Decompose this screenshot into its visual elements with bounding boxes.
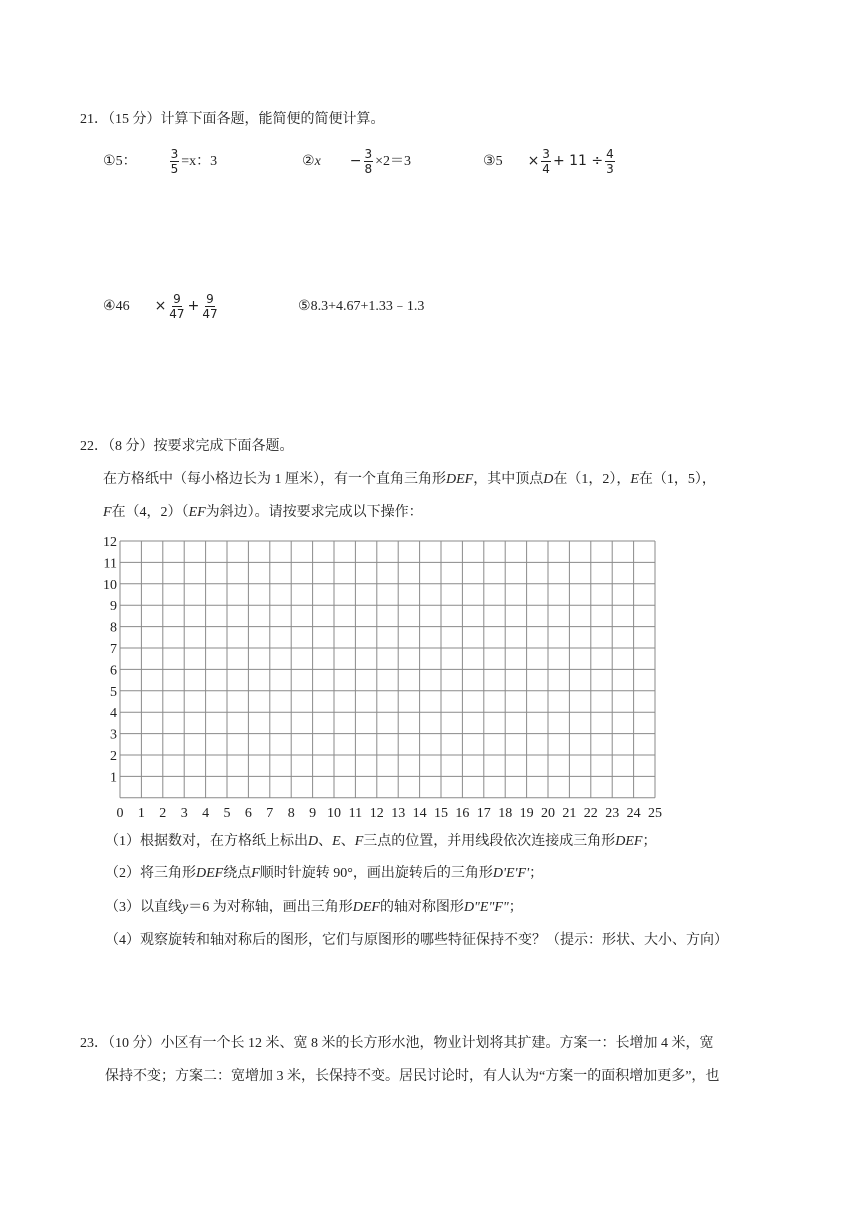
- y-tick-label: 10: [103, 577, 117, 593]
- q22-step-text: DEF: [196, 866, 224, 881]
- q21-p4-frac2-num: 9: [206, 292, 214, 307]
- y-tick-label: 12: [103, 535, 117, 550]
- q22-step-text: 的轴对称图形: [379, 900, 464, 915]
- q22-text: 在方格纸中（每小格边长为 1 厘米），有一个直角三角形: [103, 472, 446, 487]
- q21-p4-fraction: [168, 292, 185, 321]
- q21-marker-5: ⑤: [298, 298, 311, 314]
- x-tick-label: 22: [583, 805, 598, 821]
- q22-step-text: （1）根据数对，在方格纸上标出: [105, 834, 308, 849]
- q23-line-2: [105, 1067, 719, 1087]
- q21-prompt: 计算下面各题，能简便的简便计算。: [160, 112, 385, 127]
- q21-p2-var: x: [314, 154, 321, 169]
- x-tick-label: 4: [202, 805, 210, 821]
- q21-p3-left: 5: [495, 154, 503, 169]
- q22-step-3: [105, 898, 523, 918]
- y-tick-label: 9: [110, 599, 117, 615]
- x-tick-label: 10: [327, 805, 341, 821]
- q21-p3-fraction-2: [605, 147, 615, 176]
- q21-p3-frac-den: 4: [542, 162, 550, 177]
- y-tick-label: 2: [110, 749, 117, 764]
- q22-step-text: D'E'F': [492, 866, 530, 881]
- q22-step-text: 、: [340, 834, 355, 849]
- q21-p1-frac-num: 3: [170, 147, 179, 162]
- q21-p3-frac2-den: 3: [606, 162, 614, 177]
- q21-number: 21．: [80, 112, 108, 127]
- q22-step-text: ；: [508, 900, 523, 915]
- q22-step-text: （2）将三角形: [105, 866, 196, 881]
- q21-p1-left: 5：: [115, 154, 137, 169]
- q22-heading: [80, 437, 294, 457]
- q22-step-text: ；: [529, 866, 544, 881]
- q21-p3-fraction: [541, 147, 551, 176]
- q22-text: DEF: [446, 472, 474, 487]
- q21-p3-mid: + 11 ÷: [552, 153, 604, 169]
- q21-problem-2: [302, 146, 411, 177]
- x-tick-label: 16: [455, 805, 470, 821]
- q22-step-text: F: [251, 866, 260, 881]
- q22-text: D: [543, 472, 554, 487]
- q22-text: ，其中顶点: [473, 472, 544, 487]
- q22-text: 在（1，2），: [553, 472, 631, 487]
- q21-p2-frac-num: 3: [364, 147, 373, 162]
- q22-step-text: 、: [318, 834, 333, 849]
- q21-problem-3: [483, 146, 617, 177]
- x-tick-label: 12: [369, 805, 384, 821]
- x-tick-label: 19: [519, 805, 534, 821]
- y-tick-label: 1: [110, 770, 117, 786]
- q22-step-text: D: [308, 834, 319, 849]
- q22-description-line-2: [103, 503, 423, 523]
- q22-score: （8 分）: [108, 439, 154, 454]
- q22-step-1: [105, 832, 656, 852]
- q22-step-text: ＝6 为对称轴，画出三角形: [188, 900, 353, 915]
- y-tick-label: 3: [110, 727, 117, 743]
- q22-step-2: [105, 864, 543, 884]
- q22-step-text: （3）以直线: [105, 900, 182, 915]
- q22-step-text: （4）观察旋转和轴对称后的图形，它们与原图形的哪些特征保持不变？（提示：形状、大小、方向）: [105, 933, 728, 948]
- q21-p1-right: =x：3: [181, 154, 218, 169]
- q22-text: EF: [188, 505, 206, 520]
- q22-prompt: 按要求完成下面各题。: [153, 439, 294, 454]
- q21-p4-plus: +: [187, 298, 200, 314]
- y-tick-label: 7: [110, 642, 117, 657]
- q21-p1-frac-den: 5: [170, 162, 179, 177]
- x-tick-label: 25: [648, 805, 662, 821]
- q22-step-4: [105, 931, 728, 951]
- q22-text: E: [630, 472, 639, 487]
- q21-p3-times: ×: [527, 153, 540, 169]
- q22-step-text: 绕点: [223, 866, 252, 881]
- q21-marker-2: ②: [302, 153, 315, 169]
- q21-p5-expr: 8.3+4.67+1.33﹣1.3: [310, 299, 425, 314]
- q22-text: 在（4，2）（: [111, 505, 189, 520]
- x-tick-label: 23: [605, 805, 620, 821]
- q21-marker-1: ①: [103, 153, 116, 169]
- q22-step-text: F: [354, 834, 364, 849]
- q23-number: 23．: [80, 1036, 108, 1051]
- x-tick-label: 13: [391, 805, 406, 821]
- x-tick-label: 9: [309, 805, 317, 821]
- q22-step-text: DEF: [615, 834, 643, 849]
- x-tick-label: 6: [244, 805, 252, 821]
- coordinate-grid: [98, 533, 668, 825]
- x-tick-label: 20: [541, 805, 555, 821]
- q22-text: 为斜边）。请按要求完成以下操作：: [205, 505, 423, 520]
- q23-text: 保持不变；方案二：宽增加 3 米，长保持不变。居民讨论时，有人认为“方案一的面积增加更多”，也: [105, 1069, 720, 1084]
- x-tick-label: 17: [476, 805, 491, 821]
- y-tick-label: 8: [110, 620, 117, 636]
- x-tick-label: 14: [412, 805, 427, 821]
- q21-p2-fraction: [364, 147, 374, 176]
- q21-p2-minus: −: [349, 153, 362, 169]
- q22-step-text: y: [182, 900, 189, 915]
- x-tick-label: 2: [159, 805, 167, 821]
- x-tick-label: 0: [116, 805, 124, 821]
- x-tick-label: 5: [223, 805, 231, 821]
- q21-p4-frac-num: 9: [173, 292, 181, 307]
- q21-p1-fraction: [170, 147, 180, 176]
- q21-score: （15 分）: [108, 112, 161, 127]
- q23-line-1: [80, 1034, 714, 1054]
- q22-text: F: [103, 505, 112, 520]
- q21-heading: [80, 110, 385, 130]
- q21-p4-frac2-den: 47: [202, 307, 218, 322]
- x-tick-label: 24: [626, 805, 641, 821]
- x-tick-label: 8: [287, 805, 295, 821]
- q22-step-text: ；: [642, 834, 657, 849]
- q21-p3-frac-num: 3: [542, 147, 550, 162]
- q21-p2-right: ×2＝3: [375, 154, 412, 169]
- x-tick-label: 7: [266, 805, 274, 821]
- q23-score: （10 分）: [108, 1036, 161, 1051]
- q21-p4-left: 46: [115, 299, 130, 314]
- q22-step-text: 顺时针旋转 90°，画出旋转后的三角形: [259, 866, 493, 881]
- q23-text: 小区有一个长 12 米、宽 8 米的长方形水池，物业计划将其扩建。方案一：长增加 4 米，宽: [160, 1036, 714, 1051]
- x-tick-label: 15: [434, 805, 448, 821]
- x-tick-label: 21: [562, 805, 577, 821]
- x-tick-label: 11: [348, 805, 363, 821]
- q22-step-text: E: [332, 834, 341, 849]
- y-tick-label: 4: [110, 706, 117, 722]
- q21-p2-frac-den: 8: [364, 162, 373, 177]
- y-tick-label: 5: [110, 684, 117, 700]
- x-tick-label: 3: [180, 805, 188, 821]
- q21-marker-3: ③: [483, 153, 496, 169]
- q21-p4-fraction-2: [201, 292, 218, 321]
- q22-number: 22．: [80, 439, 108, 454]
- q22-text: 在（1，5），: [638, 472, 716, 487]
- q21-problem-4: [103, 291, 221, 322]
- x-tick-label: 1: [137, 805, 145, 821]
- q21-problem-1: [103, 146, 217, 177]
- q21-p4-times: ×: [154, 298, 167, 314]
- y-tick-label: 11: [103, 556, 117, 572]
- q21-problem-5: [298, 296, 424, 317]
- x-tick-label: 18: [498, 805, 513, 821]
- q21-marker-4: ④: [103, 298, 116, 314]
- q22-step-text: D"E"F": [463, 900, 509, 915]
- q21-p4-frac-den: 47: [169, 307, 185, 322]
- q22-description-line-1: [103, 470, 716, 490]
- y-tick-label: 6: [110, 663, 117, 679]
- q21-p3-frac2-num: 4: [606, 147, 614, 162]
- q22-step-text: 三点的位置，并用线段依次连接成三角形: [363, 834, 616, 849]
- q22-step-text: DEF: [352, 900, 380, 915]
